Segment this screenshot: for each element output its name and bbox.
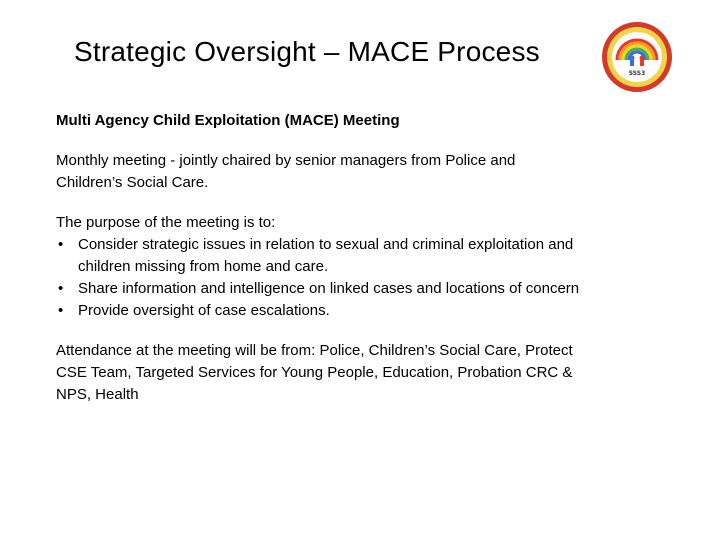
list-item	[56, 300, 656, 322]
list-item	[56, 234, 656, 278]
monthly-line-1: Monthly meeting - jointly chaired by senior managers from Police and	[56, 152, 516, 169]
bullet-icon: •	[58, 302, 64, 319]
purpose-section	[56, 212, 656, 322]
purpose-intro: The purpose of the meeting is to:	[56, 214, 276, 231]
rainbow-logo-icon	[600, 20, 674, 94]
bullet-icon: •	[58, 236, 64, 253]
meeting-subheading: Multi Agency Child Exploitation (MACE) Meeting	[56, 112, 400, 129]
attendance-line-1: Attendance at the meeting will be from: Police, Children’s Social Care, Protect	[56, 342, 573, 359]
monthly-meeting-paragraph	[56, 150, 656, 194]
slide-title: Strategic Oversight – MACE Process	[74, 36, 540, 67]
list-item	[56, 278, 656, 300]
monthly-line-2: Children’s Social Care.	[56, 174, 209, 191]
attendance-line-3: NPS, Health	[56, 386, 139, 403]
purpose-bullet-list	[56, 234, 656, 322]
organisation-logo	[600, 20, 674, 94]
logo-year-text: SSS3	[628, 70, 646, 77]
bullet-1-line-1: Consider strategic issues in relation to sexual and criminal exploitation and	[78, 236, 574, 253]
bullet-1-line-2: children missing from home and care.	[78, 258, 329, 275]
bullet-icon: •	[58, 280, 64, 297]
attendance-paragraph	[56, 340, 656, 406]
bullet-3-line-1: Provide oversight of case escalations.	[78, 302, 330, 319]
attendance-line-2: CSE Team, Targeted Services for Young People, Education, Probation CRC &	[56, 364, 573, 381]
bullet-2-line-1: Share information and intelligence on linked cases and locations of concern	[78, 280, 580, 297]
slide-body	[56, 110, 656, 424]
